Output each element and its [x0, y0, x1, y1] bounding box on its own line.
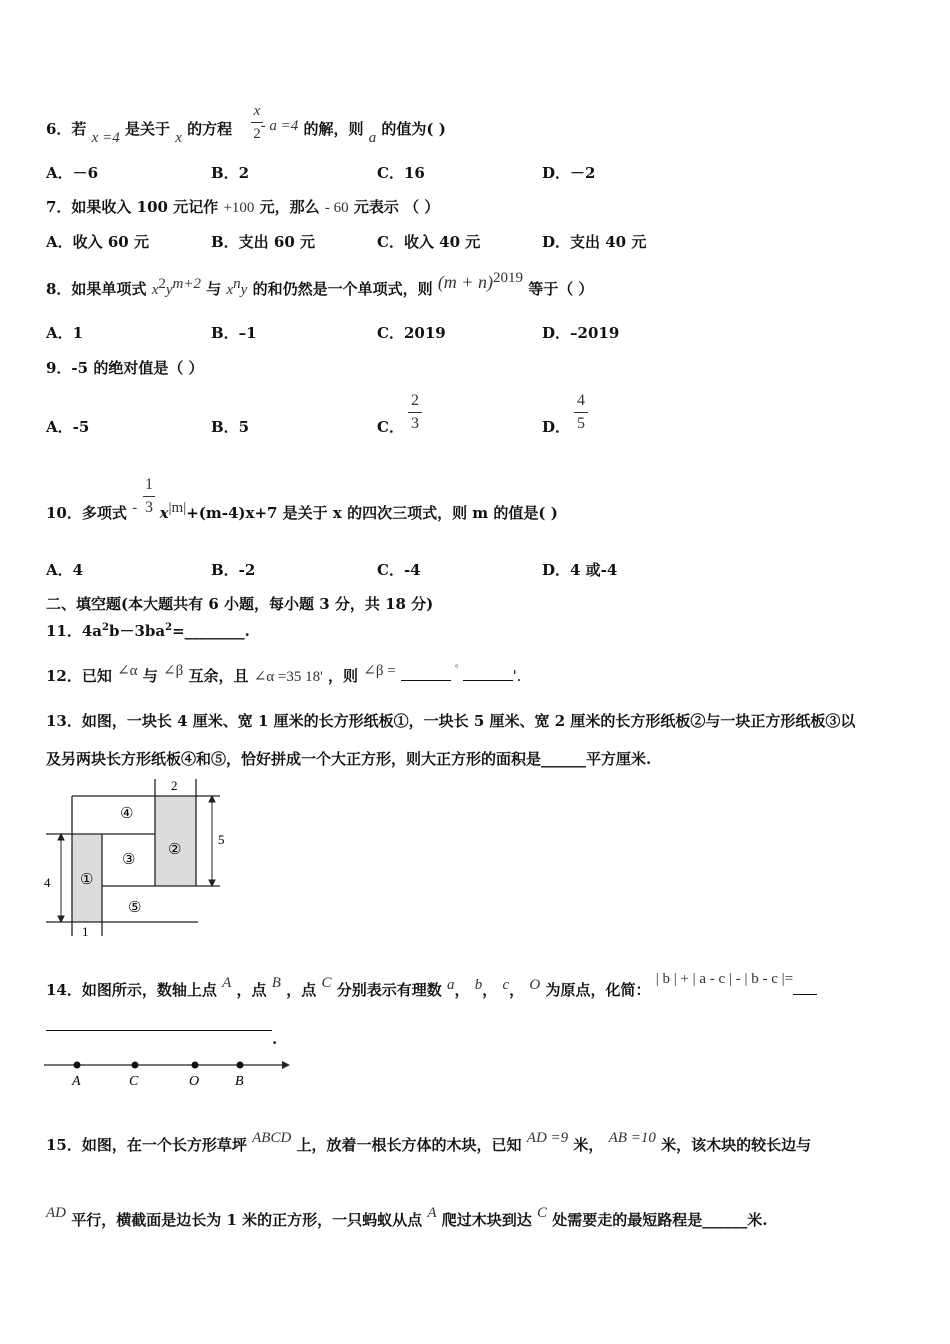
q8-expression: (m + n) [437, 272, 493, 292]
q6-option-d: D．－2 [542, 164, 596, 182]
axis-label-c: C [129, 1074, 139, 1089]
q9-option-c: C． [377, 418, 404, 436]
q12-line: 12．已知 ∠α 与 ∠β 互余，且 ∠α =35 18' ，则 ∠β = ° '. [46, 663, 522, 685]
q6-option-a: A．－6 [46, 164, 99, 182]
piece-5-label: ⑤ [128, 900, 142, 916]
q8-option-d: D．–2019 [542, 324, 620, 342]
q9-option-c-fraction: 2 3 [408, 392, 422, 433]
q8-option-c: C．2019 [377, 324, 446, 342]
q13-figure [38, 774, 238, 940]
q10-fraction: 1 3 [145, 476, 153, 516]
q14-answer-blank [46, 1030, 272, 1031]
piece-3-label: ③ [122, 852, 136, 868]
axis-label-a: A [72, 1074, 81, 1089]
q7-option-b: B．支出 60 元 [211, 233, 315, 251]
q8-option-b: B．–1 [211, 324, 257, 342]
q6-line: 6．若 x =4 是关于 x 的方程 - a =4 的解，则 a 的值为( ) [46, 118, 446, 146]
q15-line1: 15．如图，在一个长方形草坪 ABCD 上，放着一根长方体的木块，已知 AD =9 米， AB =10 米，该木块的较长边与 [46, 1130, 812, 1154]
q10-option-b: B．-2 [211, 561, 256, 579]
dim-5: 5 [218, 832, 225, 847]
q7-option-c: C．收入 40 元 [377, 233, 481, 251]
number-line [44, 1054, 294, 1090]
q6-number: 6．若 [46, 120, 87, 138]
q13-line2: 及另两块长方形纸板④和⑤，恰好拼成一个大正方形，则大正方形的面积是______平方厘米. [46, 750, 652, 768]
q14-line: 14．如图所示，数轴上点 A ，点 B ，点 C 分别表示有理数 a， b， c， O 为原点，化简： | b | + | a - c | - | b - c |= [46, 979, 817, 1000]
axis-label-b: B [235, 1074, 244, 1089]
q6-condition: x =4 [91, 130, 120, 146]
q9-option-d-fraction: 4 5 [574, 392, 588, 433]
q10-option-c: C．-4 [377, 561, 421, 579]
q8-line: 8．如果单项式 $x^2y^{m+2}$ 与 $x^ny$ 的和仍然是一个单项式，则 $(m + n)^{2019}$ 等于（ ） [46, 270, 594, 298]
q6-option-c: C．16 [377, 164, 425, 182]
q15-line2: AD 平行，横截面是边长为 1 米的正方形，一只蚂蚁从点 A 爬过木块到达 C 处需要走的最短路程是______米. [46, 1205, 768, 1229]
q6-equation: - a =4 [260, 118, 299, 134]
q6-fraction: x 2 [251, 102, 263, 143]
q7-option-d: D．支出 40 元 [542, 233, 647, 251]
piece-2-fill [155, 796, 196, 886]
q10-option-a: A．4 [46, 561, 84, 579]
section-heading: 二、填空题(本大题共有 6 小题，每小题 3 分，共 18 分) [46, 595, 434, 613]
dim-1: 1 [82, 924, 89, 939]
q7-option-a: A．收入 60 元 [46, 233, 149, 251]
q9-line: 9．-5 的绝对值是（ ） [46, 359, 204, 377]
q11-line: 11．$4a^2b-3ba^2=\_\_\_\_\_\_\_\_$. [46, 622, 250, 640]
q9-option-b: B．5 [211, 418, 250, 436]
q10-option-d: D．4 或-4 [542, 561, 618, 579]
q8-option-a: A．1 [46, 324, 84, 342]
piece-2-label: ② [168, 842, 182, 858]
q12-given: ∠α =35 18' [253, 669, 323, 685]
q6-option-b: B．2 [211, 164, 250, 182]
q9-option-a: A．-5 [46, 418, 90, 436]
piece-1-label: ① [80, 872, 94, 888]
q14-expression: | b | + | a - c | - | b - c |= [655, 971, 794, 987]
piece-4-label: ④ [120, 806, 134, 822]
dim-4: 4 [44, 875, 51, 890]
q9-option-d: D． [542, 418, 571, 436]
dim-2: 2 [171, 778, 178, 793]
q13-line1: 13．如图，一块长 4 厘米、宽 1 厘米的长方形纸板①，一块长 5 厘米、宽 2 厘米的长方形纸板②与一块正方形纸板③以 [46, 712, 856, 730]
q7-line: 7．如果收入 100 元记作 +100 元，那么 - 60 元表示 （ ） [46, 198, 440, 216]
q10-line: 10．多项式 - $x^{|m|}+(m-4)x+7$ 是关于 x 的四次三项式，则 m 的值是( ) [46, 500, 558, 522]
axis-label-o: O [189, 1074, 200, 1089]
